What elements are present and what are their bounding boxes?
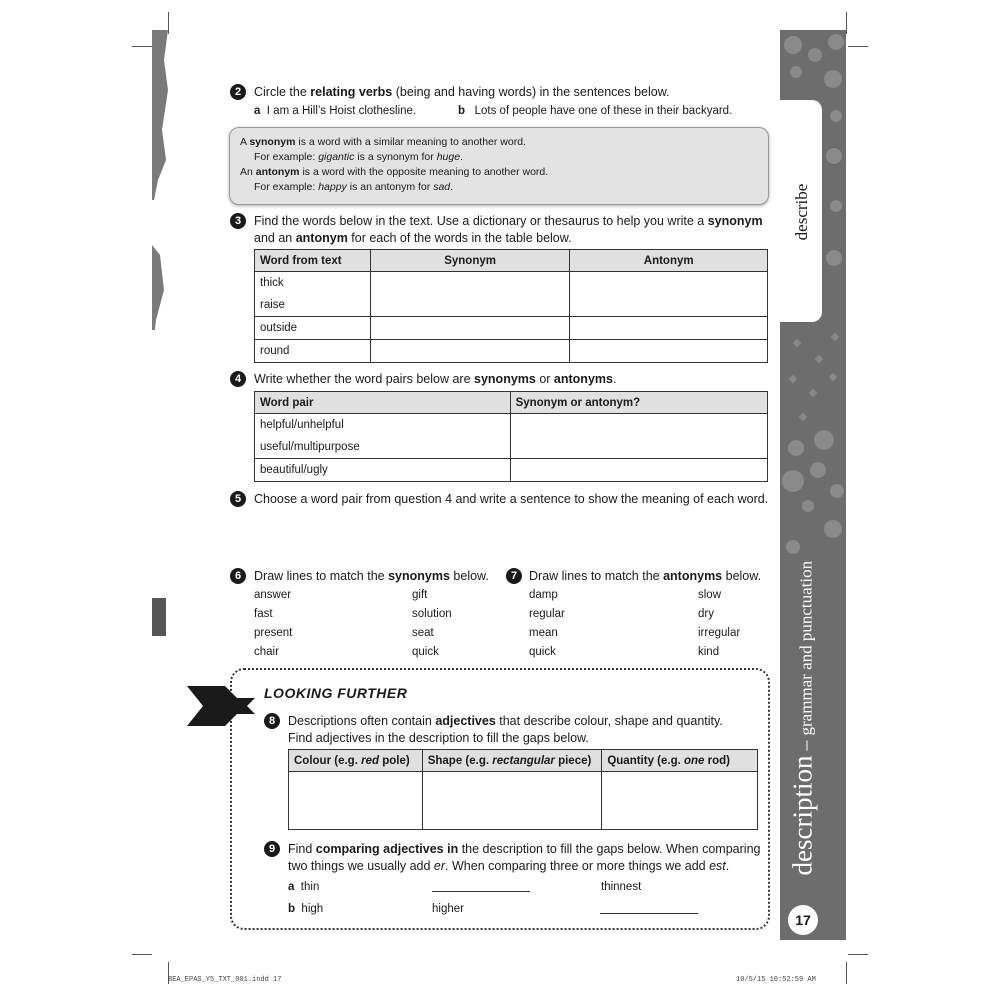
table-header: Colour (e.g. red pole) bbox=[289, 750, 423, 772]
match-word[interactable]: solution bbox=[412, 608, 452, 620]
crop-mark bbox=[848, 46, 868, 47]
quantity-answer-cell[interactable] bbox=[602, 772, 758, 830]
crop-mark bbox=[846, 962, 847, 984]
q4-instruction: Write whether the word pairs below are synonyms or antonyms. bbox=[254, 372, 617, 386]
q9-instruction: Find comparing adjectives in the description to fill the gaps below. When comparing bbox=[288, 842, 761, 856]
match-word[interactable]: mean bbox=[529, 627, 558, 639]
antonym-answer-cell[interactable] bbox=[570, 272, 768, 317]
table-header: Synonym or antonym? bbox=[510, 392, 767, 414]
footer-file: BEA_EPAS_Y5_TXT_001.indd 17 bbox=[168, 976, 282, 984]
q9-a-superlative: thinnest bbox=[601, 881, 642, 893]
match-word[interactable]: regular bbox=[529, 608, 565, 620]
match-word[interactable]: kind bbox=[698, 646, 720, 658]
q3-instruction: and an antonym for each of the words in the table below. bbox=[254, 231, 572, 245]
answer-line[interactable] bbox=[600, 913, 698, 914]
question-number: 8 bbox=[264, 713, 280, 729]
info-line: For example: happy is an antonym for sad. bbox=[254, 181, 454, 193]
match-word[interactable]: gift bbox=[412, 589, 428, 601]
q2-instruction: Circle the relating verbs (being and having words) in the sentences below. bbox=[254, 85, 670, 99]
match-word[interactable]: fast bbox=[254, 608, 273, 620]
antonym-answer-cell[interactable] bbox=[570, 340, 768, 363]
q8-instruction: Find adjectives in the description to fill the gaps below. bbox=[288, 731, 589, 745]
q2-item-a[interactable]: a I am a Hill’s Hoist clothesline. bbox=[254, 105, 417, 117]
q3-instruction: Find the words below in the text. Use a dictionary or thesaurus to help you write a synonym bbox=[254, 214, 763, 228]
table-cell: beautiful/ugly bbox=[255, 459, 511, 482]
crop-mark bbox=[846, 12, 847, 34]
word-pair-table bbox=[254, 391, 768, 482]
answer-line[interactable] bbox=[432, 891, 530, 892]
q5-answer-area[interactable] bbox=[254, 512, 768, 560]
q9-item-a: a thin bbox=[288, 881, 320, 893]
antonym-answer-cell[interactable] bbox=[570, 317, 768, 340]
crop-mark bbox=[132, 954, 152, 955]
adjective-table bbox=[288, 749, 758, 830]
match-word[interactable]: seat bbox=[412, 627, 434, 639]
gutter-bar bbox=[152, 598, 166, 636]
info-line: For example: gigantic is a synonym for huge. bbox=[254, 151, 463, 163]
answer-cell[interactable] bbox=[510, 459, 767, 482]
match-word[interactable]: present bbox=[254, 627, 293, 639]
match-word[interactable]: irregular bbox=[698, 627, 741, 639]
q2-item-b[interactable]: b Lots of people have one of these in their backyard. bbox=[458, 105, 733, 117]
table-header: Antonym bbox=[570, 250, 768, 272]
crop-mark bbox=[132, 46, 152, 47]
q8-instruction: Descriptions often contain adjectives that describe colour, shape and quantity. bbox=[288, 714, 723, 728]
q9-b-comparative: higher bbox=[432, 903, 464, 915]
sidebar-title: description – grammar and punctuation bbox=[787, 560, 818, 876]
sidebar-tab-label: describe bbox=[792, 183, 811, 241]
q9-item-b: b high bbox=[288, 903, 324, 915]
table-header: Quantity (e.g. one rod) bbox=[602, 750, 758, 772]
q9-instruction: two things we usually add er. When comparing three or more things we add est. bbox=[288, 859, 730, 873]
page-number: 17 bbox=[788, 905, 818, 935]
footer-timestamp: 10/5/15 10:52:59 AM bbox=[736, 976, 816, 984]
info-line: A synonym is a word with a similar meaning to another word. bbox=[240, 136, 526, 148]
match-word[interactable]: chair bbox=[254, 646, 279, 658]
colour-answer-cell[interactable] bbox=[289, 772, 423, 830]
synonym-antonym-table bbox=[254, 249, 768, 363]
crop-mark bbox=[848, 954, 868, 955]
match-word[interactable]: quick bbox=[412, 646, 439, 658]
table-cell: helpful/unhelpful useful/multipurpose bbox=[255, 414, 511, 459]
arrow-icon bbox=[185, 684, 257, 728]
gutter-shape bbox=[150, 30, 170, 330]
question-number: 2 bbox=[230, 84, 246, 100]
question-number: 6 bbox=[230, 568, 246, 584]
synonym-answer-cell[interactable] bbox=[370, 340, 570, 363]
match-word[interactable]: dry bbox=[698, 608, 714, 620]
table-header: Shape (e.g. rectangular piece) bbox=[422, 750, 602, 772]
q5-instruction: Choose a word pair from question 4 and write a sentence to show the meaning of each word. bbox=[254, 492, 769, 506]
table-cell: outside bbox=[255, 317, 371, 340]
question-number: 5 bbox=[230, 491, 246, 507]
shape-answer-cell[interactable] bbox=[422, 772, 602, 830]
table-cell: round bbox=[255, 340, 371, 363]
table-cell: thick raise bbox=[255, 272, 371, 317]
question-number: 3 bbox=[230, 213, 246, 229]
match-word[interactable]: answer bbox=[254, 589, 292, 601]
match-word[interactable]: slow bbox=[698, 589, 722, 601]
synonym-answer-cell[interactable] bbox=[370, 272, 570, 317]
question-number: 4 bbox=[230, 371, 246, 387]
info-line: An antonym is a word with the opposite meaning to another word. bbox=[240, 166, 549, 178]
table-header: Synonym bbox=[370, 250, 570, 272]
answer-cell[interactable] bbox=[510, 414, 767, 459]
looking-further-title: LOOKING FURTHER bbox=[264, 685, 408, 701]
question-number: 7 bbox=[506, 568, 522, 584]
table-header: Word from text bbox=[255, 250, 371, 272]
match-word[interactable]: damp bbox=[529, 589, 558, 601]
q6-instruction: Draw lines to match the synonyms below. bbox=[254, 569, 489, 583]
match-word[interactable]: quick bbox=[529, 646, 556, 658]
q7-instruction: Draw lines to match the antonyms below. bbox=[529, 569, 762, 583]
synonym-answer-cell[interactable] bbox=[370, 317, 570, 340]
question-number: 9 bbox=[264, 841, 280, 857]
table-header: Word pair bbox=[255, 392, 511, 414]
